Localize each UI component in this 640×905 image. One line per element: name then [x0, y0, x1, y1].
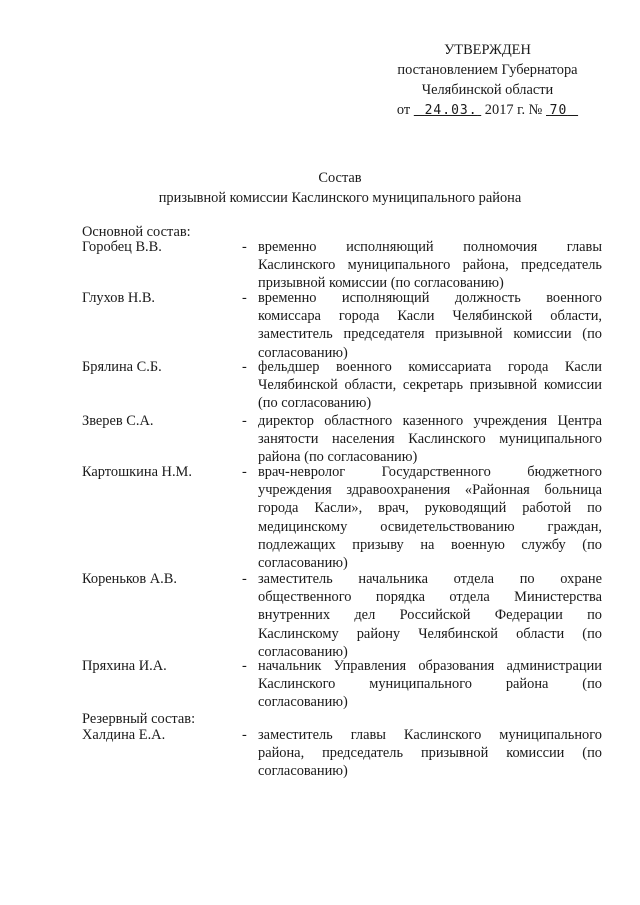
member-name: Кореньков А.В.: [82, 571, 177, 587]
member-role: временно исполняющий полномочия главы Каслинского муниципального района, председатель призывной комиссии (по согласованию): [258, 239, 602, 292]
approval-line-1: постановлением Губернатора: [397, 62, 578, 78]
document-title: [80, 168, 600, 208]
member-role: врач-невролог Государственного бюджетного учреждения здравоохранения «Районная больница города Касли», врач, руководящий работой по медицинскому освидетельствованию граждан, подлежащих призыву на военную службу (по согласованию): [258, 464, 602, 572]
member-name: Халдина Е.А.: [82, 727, 166, 743]
member-role: директор областного казенного учреждения Центра занятости населения Каслинского муниципального района (по согласованию): [258, 413, 602, 466]
member-dash: -: [242, 359, 247, 375]
main-section-label: Основной состав:: [82, 224, 191, 240]
date-value: 24.03.: [424, 103, 478, 118]
approval-date-line: [380, 100, 595, 121]
title-line-2: призывной комиссии Каслинского муниципального района: [158, 190, 522, 206]
number-sign: №: [528, 102, 543, 118]
number-value: 70: [549, 103, 568, 118]
member-dash: -: [242, 464, 247, 480]
member-dash: -: [242, 413, 247, 429]
date-prefix: от: [396, 102, 411, 118]
approval-line-2: Челябинской области: [421, 82, 554, 98]
title-line-1: Состав: [318, 170, 362, 186]
member-dash: -: [242, 727, 247, 743]
member-name: Глухов Н.В.: [82, 290, 156, 306]
member-name: Пряхина И.А.: [82, 658, 167, 674]
member-role: временно исполняющий должность военного комиссара города Касли Челябинской области, заместитель председателя призывной комиссии (по согласованию): [258, 290, 602, 361]
member-role: начальник Управления образования администрации Каслинского муниципального района (по согласованию): [258, 658, 602, 711]
member-name: Горобец В.В.: [82, 239, 162, 255]
member-role: заместитель главы Каслинского муниципального района, председатель призывной комиссии (по согласованию): [258, 727, 602, 780]
member-dash: -: [242, 571, 247, 587]
approval-heading: УТВЕРЖДЕН: [444, 42, 531, 58]
member-name: Картошкина Н.М.: [82, 464, 192, 480]
member-dash: -: [242, 658, 247, 674]
reserve-section-label: Резервный состав:: [82, 711, 196, 727]
date-year: 2017 г.: [484, 102, 526, 118]
member-name: Брялина С.Б.: [82, 359, 162, 375]
approval-stamp: [380, 40, 595, 121]
member-role: фельдшер военного комиссариата города Касли Челябинской области, секретарь призывной комиссии (по согласованию): [258, 359, 602, 412]
member-role: заместитель начальника отдела по охране общественного порядка отдела Министерства внутренних дел Российской Федерации по Каслинскому району Челябинской области (по согласованию): [258, 571, 602, 660]
member-dash: -: [242, 239, 247, 255]
member-name: Зверев С.А.: [82, 413, 154, 429]
member-dash: -: [242, 290, 247, 306]
